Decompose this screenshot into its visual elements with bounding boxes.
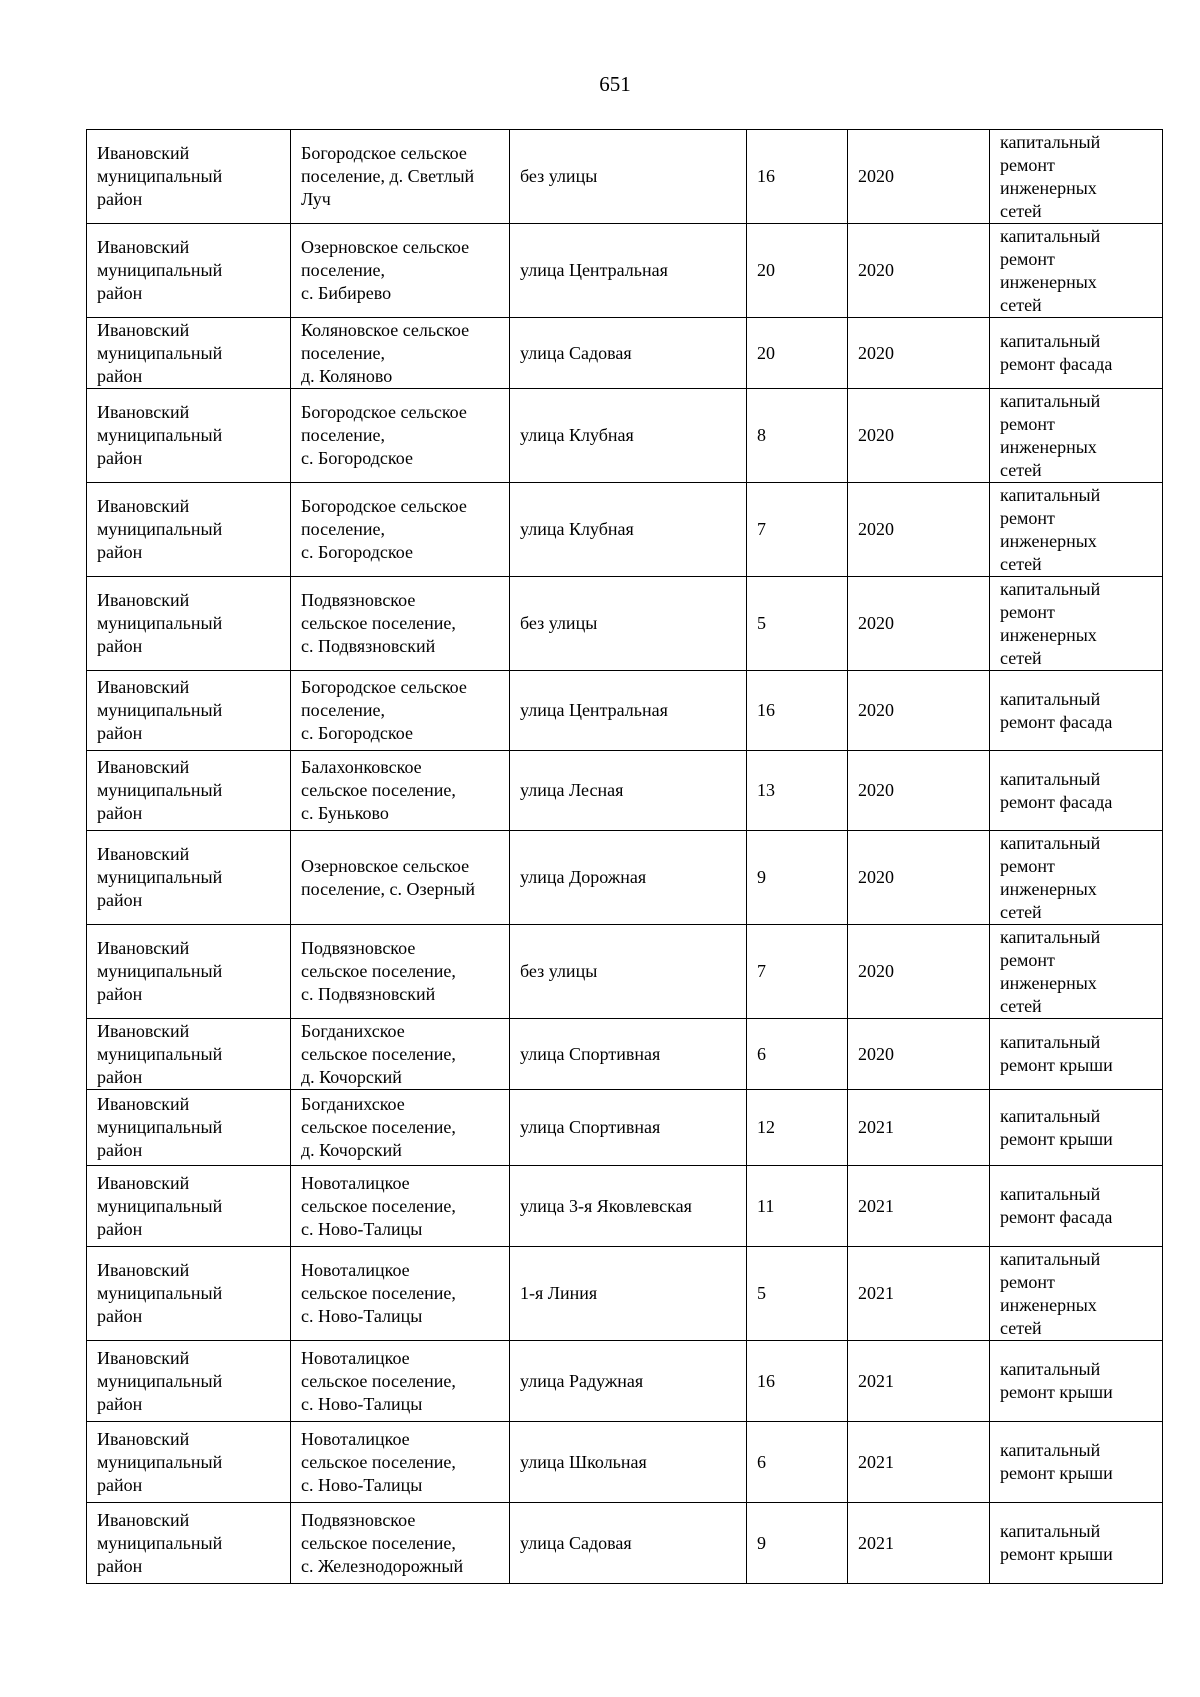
district-cell: Ивановский муниципальный район [87, 671, 291, 751]
street-cell: улица Центральная [510, 671, 747, 751]
table-row [87, 1166, 1163, 1247]
table-row [87, 130, 1163, 224]
year-cell: 2020 [848, 318, 990, 389]
house-number-cell: 5 [747, 577, 848, 671]
year-cell: 2021 [848, 1503, 990, 1584]
repair-schedule-table [86, 129, 1163, 1584]
year-cell: 2021 [848, 1422, 990, 1503]
year-cell: 2020 [848, 831, 990, 925]
work-type-cell: капитальный ремонт инженерных сетей [990, 831, 1163, 925]
district-cell: Ивановский муниципальный район [87, 577, 291, 671]
house-number-cell: 7 [747, 925, 848, 1019]
table-row [87, 483, 1163, 577]
district-cell: Ивановский муниципальный район [87, 831, 291, 925]
work-type-cell: капитальный ремонт фасада [990, 318, 1163, 389]
settlement-cell: Новоталицкое сельское поселение, с. Ново-Талицы [291, 1341, 510, 1422]
year-cell: 2020 [848, 130, 990, 224]
settlement-cell: Богородское сельское поселение, с. Богородское [291, 389, 510, 483]
settlement-cell: Новоталицкое сельское поселение, с. Ново-Талицы [291, 1422, 510, 1503]
street-cell: улица Садовая [510, 318, 747, 389]
work-type-cell: капитальный ремонт крыши [990, 1422, 1163, 1503]
work-type-cell: капитальный ремонт крыши [990, 1090, 1163, 1166]
settlement-cell: Балахонковское сельское поселение, с. Буньково [291, 751, 510, 831]
year-cell: 2021 [848, 1090, 990, 1166]
table-row [87, 1341, 1163, 1422]
work-type-cell: капитальный ремонт фасада [990, 1166, 1163, 1247]
year-cell: 2021 [848, 1247, 990, 1341]
district-cell: Ивановский муниципальный район [87, 925, 291, 1019]
settlement-cell: Богородское сельское поселение, д. Светлый Луч [291, 130, 510, 224]
street-cell: улица Лесная [510, 751, 747, 831]
district-cell: Ивановский муниципальный район [87, 1166, 291, 1247]
work-type-cell: капитальный ремонт фасада [990, 751, 1163, 831]
street-cell: без улицы [510, 925, 747, 1019]
house-number-cell: 20 [747, 224, 848, 318]
settlement-cell: Подвязновское сельское поселение, с. Подвязновский [291, 925, 510, 1019]
work-type-cell: капитальный ремонт крыши [990, 1019, 1163, 1090]
table-row [87, 577, 1163, 671]
table-body [87, 130, 1163, 1584]
street-cell: улица 3-я Яковлевская [510, 1166, 747, 1247]
work-type-cell: капитальный ремонт инженерных сетей [990, 389, 1163, 483]
year-cell: 2020 [848, 483, 990, 577]
house-number-cell: 11 [747, 1166, 848, 1247]
settlement-cell: Подвязновское сельское поселение, с. Железнодорожный [291, 1503, 510, 1584]
house-number-cell: 9 [747, 831, 848, 925]
year-cell: 2021 [848, 1166, 990, 1247]
table-row [87, 751, 1163, 831]
house-number-cell: 6 [747, 1422, 848, 1503]
house-number-cell: 5 [747, 1247, 848, 1341]
year-cell: 2020 [848, 925, 990, 1019]
settlement-cell: Новоталицкое сельское поселение, с. Ново-Талицы [291, 1247, 510, 1341]
street-cell: улица Дорожная [510, 831, 747, 925]
work-type-cell: капитальный ремонт инженерных сетей [990, 1247, 1163, 1341]
district-cell: Ивановский муниципальный район [87, 224, 291, 318]
year-cell: 2020 [848, 577, 990, 671]
work-type-cell: капитальный ремонт крыши [990, 1341, 1163, 1422]
district-cell: Ивановский муниципальный район [87, 483, 291, 577]
year-cell: 2020 [848, 671, 990, 751]
settlement-cell: Озерновское сельское поселение, с. Бибирево [291, 224, 510, 318]
page-number: 651 [599, 72, 631, 96]
table-row [87, 318, 1163, 389]
district-cell: Ивановский муниципальный район [87, 1422, 291, 1503]
settlement-cell: Богданихское сельское поселение, д. Кочорский [291, 1090, 510, 1166]
district-cell: Ивановский муниципальный район [87, 1503, 291, 1584]
street-cell: улица Центральная [510, 224, 747, 318]
house-number-cell: 12 [747, 1090, 848, 1166]
district-cell: Ивановский муниципальный район [87, 1090, 291, 1166]
street-cell: улица Школьная [510, 1422, 747, 1503]
house-number-cell: 13 [747, 751, 848, 831]
table-row [87, 389, 1163, 483]
settlement-cell: Коляновское сельское поселение, д. Коляново [291, 318, 510, 389]
district-cell: Ивановский муниципальный район [87, 389, 291, 483]
street-cell: улица Клубная [510, 483, 747, 577]
table-row [87, 831, 1163, 925]
house-number-cell: 6 [747, 1019, 848, 1090]
street-cell: улица Радужная [510, 1341, 747, 1422]
table-row [87, 1019, 1163, 1090]
table-row [87, 1090, 1163, 1166]
work-type-cell: капитальный ремонт инженерных сетей [990, 224, 1163, 318]
house-number-cell: 16 [747, 1341, 848, 1422]
table-row [87, 671, 1163, 751]
work-type-cell: капитальный ремонт фасада [990, 671, 1163, 751]
year-cell: 2020 [848, 389, 990, 483]
work-type-cell: капитальный ремонт инженерных сетей [990, 925, 1163, 1019]
settlement-cell: Подвязновское сельское поселение, с. Подвязновский [291, 577, 510, 671]
district-cell: Ивановский муниципальный район [87, 1019, 291, 1090]
work-type-cell: капитальный ремонт крыши [990, 1503, 1163, 1584]
table-row [87, 224, 1163, 318]
street-cell: без улицы [510, 577, 747, 671]
district-cell: Ивановский муниципальный район [87, 1341, 291, 1422]
settlement-cell: Новоталицкое сельское поселение, с. Ново-Талицы [291, 1166, 510, 1247]
district-cell: Ивановский муниципальный район [87, 318, 291, 389]
street-cell: улица Спортивная [510, 1019, 747, 1090]
street-cell: улица Садовая [510, 1503, 747, 1584]
table-row [87, 1247, 1163, 1341]
year-cell: 2020 [848, 751, 990, 831]
house-number-cell: 9 [747, 1503, 848, 1584]
street-cell: улица Клубная [510, 389, 747, 483]
year-cell: 2020 [848, 224, 990, 318]
table-row [87, 1503, 1163, 1584]
house-number-cell: 7 [747, 483, 848, 577]
table-row [87, 925, 1163, 1019]
work-type-cell: капитальный ремонт инженерных сетей [990, 483, 1163, 577]
street-cell: без улицы [510, 130, 747, 224]
street-cell: 1-я Линия [510, 1247, 747, 1341]
house-number-cell: 20 [747, 318, 848, 389]
year-cell: 2020 [848, 1019, 990, 1090]
table-row [87, 1422, 1163, 1503]
settlement-cell: Богданихское сельское поселение, д. Кочорский [291, 1019, 510, 1090]
house-number-cell: 8 [747, 389, 848, 483]
work-type-cell: капитальный ремонт инженерных сетей [990, 130, 1163, 224]
district-cell: Ивановский муниципальный район [87, 751, 291, 831]
settlement-cell: Богородское сельское поселение, с. Богородское [291, 671, 510, 751]
settlement-cell: Озерновское сельское поселение, с. Озерный [291, 831, 510, 925]
district-cell: Ивановский муниципальный район [87, 1247, 291, 1341]
street-cell: улица Спортивная [510, 1090, 747, 1166]
year-cell: 2021 [848, 1341, 990, 1422]
work-type-cell: капитальный ремонт инженерных сетей [990, 577, 1163, 671]
house-number-cell: 16 [747, 671, 848, 751]
district-cell: Ивановский муниципальный район [87, 130, 291, 224]
settlement-cell: Богородское сельское поселение, с. Богородское [291, 483, 510, 577]
house-number-cell: 16 [747, 130, 848, 224]
